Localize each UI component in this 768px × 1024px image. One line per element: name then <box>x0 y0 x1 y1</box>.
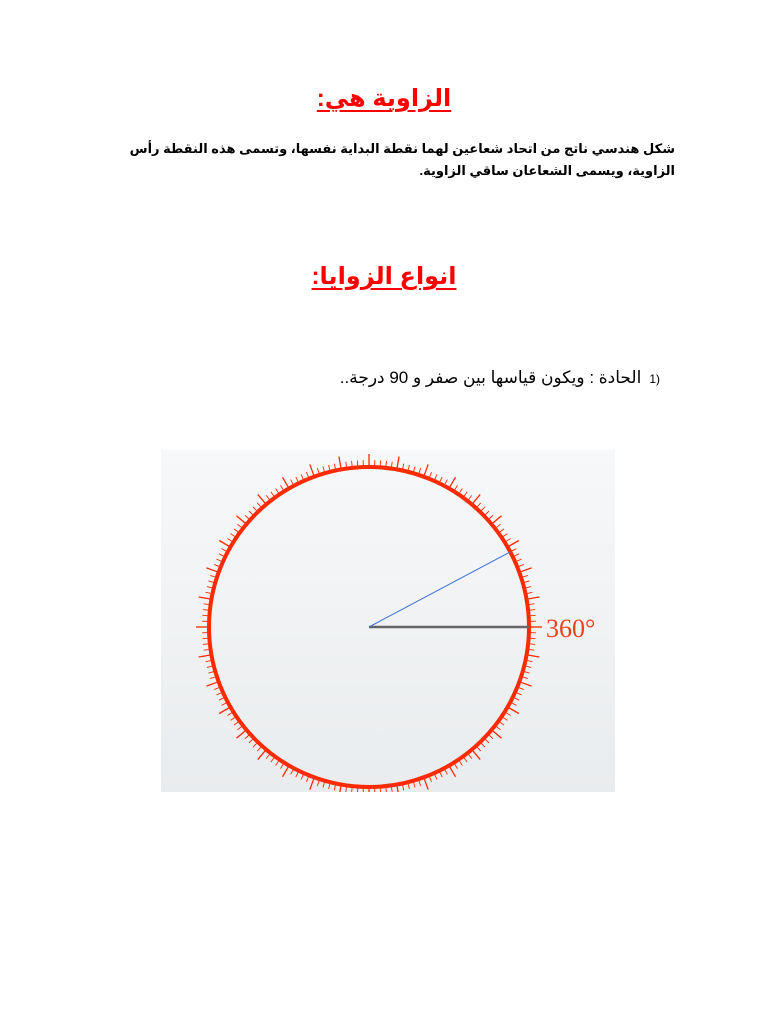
tick-mark <box>450 766 456 776</box>
tick-mark <box>339 786 341 792</box>
tick-mark <box>520 682 531 686</box>
tick-mark <box>283 766 289 776</box>
tick-mark <box>492 730 501 738</box>
protractor-circle-diagram <box>161 450 615 792</box>
tick-mark <box>424 778 428 789</box>
tick-mark <box>310 464 314 475</box>
tick-mark <box>258 494 266 503</box>
tick-mark <box>508 708 518 714</box>
tick-mark <box>492 516 501 524</box>
tick-mark <box>520 568 531 572</box>
tick-mark <box>397 786 399 792</box>
tick-mark <box>206 568 217 572</box>
tick-mark <box>472 750 480 759</box>
list-item-number: (1 <box>649 372 660 386</box>
tick-mark <box>199 597 211 599</box>
heading-angle-types: انواع الزوايا: <box>311 263 457 290</box>
protractor-figure <box>161 450 615 792</box>
label-360-degrees: 360° <box>546 614 596 643</box>
tick-mark <box>219 541 229 547</box>
tick-mark <box>236 730 245 738</box>
tick-mark <box>206 682 217 686</box>
tick-mark <box>508 541 518 547</box>
tick-mark <box>528 597 540 599</box>
tick-mark <box>199 655 211 657</box>
tick-mark <box>528 655 540 657</box>
tick-mark <box>450 477 456 487</box>
tick-mark <box>236 516 245 524</box>
definition-paragraph: شكل هندسي ناتج من اتحاد شعاعين لهما نقطة البداية نفسها، وتسمى هذه النقطة رأس الزاوية، ويسمى الشعاعان ساقي الزاوية. <box>129 141 675 178</box>
tick-mark <box>424 464 428 475</box>
tick-mark <box>310 778 314 789</box>
list-item-acute <box>200 366 660 391</box>
angle-ray <box>369 552 510 627</box>
tick-mark <box>397 457 399 469</box>
tick-mark <box>472 494 480 503</box>
tick-mark <box>258 750 266 759</box>
list-item-text: الحادة : ويكون قياسها بين صفر و 90 درجة.. <box>339 368 642 387</box>
tick-mark <box>219 708 229 714</box>
tick-mark <box>339 457 341 469</box>
heading-angle-definition: الزاوية هي: <box>316 85 452 112</box>
tick-marks <box>196 454 542 792</box>
tick-mark <box>283 477 289 487</box>
